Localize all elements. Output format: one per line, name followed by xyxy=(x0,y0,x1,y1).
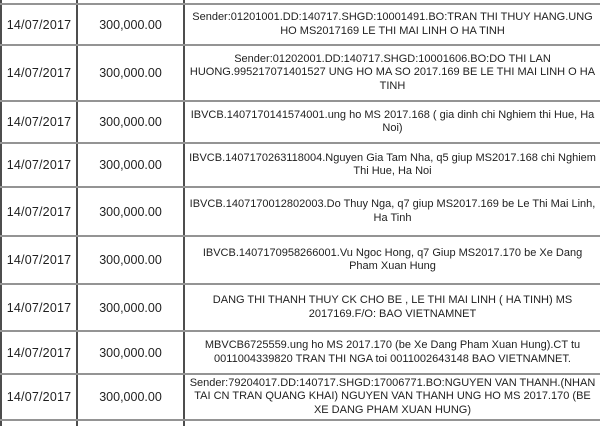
table-row xyxy=(1,236,600,284)
date-cell: 14/07/2017 xyxy=(1,101,77,143)
date-cell: 14/07/2017 xyxy=(1,331,77,374)
amount-cell: 300,000.00 xyxy=(77,236,184,284)
amount-cell: 300,000.00 xyxy=(77,143,184,187)
date-cell: 14/07/2017 xyxy=(1,236,77,284)
table-row xyxy=(1,45,600,101)
description-cell: IBVCB.1407170958266001.Vu Ngoc Hong, q7 Giup MS2017.170 be Xe Dang Pham Xuan Hung xyxy=(184,236,600,284)
table-row xyxy=(1,284,600,331)
table-row xyxy=(1,4,600,45)
amount-cell: 300,000.00 xyxy=(77,45,184,101)
description-cell: IBVCB.1407170012802003.Do Thuy Nga, q7 giup MS2017.169 be Le Thi Mai Linh, Ha Tinh xyxy=(184,187,600,236)
amount-cell: 300,000.00 xyxy=(77,374,184,420)
date-cell: 14/07/2017 xyxy=(1,374,77,420)
amount-cell: 300,000.00 xyxy=(77,101,184,143)
date-cell: 14/07/2017 xyxy=(1,143,77,187)
description-cell: IBVCB.1407170141574001.ung ho MS 2017.168 ( gia dinh chi Nghiem thi Hue, Ha Noi) xyxy=(184,101,600,143)
date-cell: 14/07/2017 xyxy=(1,187,77,236)
amount-cell: 300,000.00 xyxy=(77,331,184,374)
table-row xyxy=(1,187,600,236)
amount-cell: 300,000.00 xyxy=(77,284,184,331)
table-row xyxy=(1,331,600,374)
table-row xyxy=(1,101,600,143)
date-cell: 14/07/2017 xyxy=(1,45,77,101)
description-cell: IBVCB.1407170263118004.Nguyen Gia Tam Nha, q5 giup MS2017.168 chi Nghiem Thi Hue, Ha Noi xyxy=(184,143,600,187)
empty-cell xyxy=(77,420,184,426)
description-cell: Sender:01201001.DD:140717.SHGD:10001491.BO:TRAN THI THUY HANG.UNG HO MS2017169 LE THI MAI LINH O HA TINH xyxy=(184,4,600,45)
empty-cell xyxy=(1,420,77,426)
date-cell: 14/07/2017 xyxy=(1,4,77,45)
amount-cell: 300,000.00 xyxy=(77,187,184,236)
date-cell: 14/07/2017 xyxy=(1,284,77,331)
table-row xyxy=(1,374,600,420)
partial-row-bottom xyxy=(1,420,600,426)
description-cell: DANG THI THANH THUY CK CHO BE , LE THI MAI LINH ( HA TINH) MS 2017169.F/O: BAO VIETNAMNET xyxy=(184,284,600,331)
amount-cell: 300,000.00 xyxy=(77,4,184,45)
description-cell: MBVCB6725559.ung ho MS 2017.170 (be Xe Dang Pham Xuan Hung).CT tu 0011004339820 TRAN THI NGA toi 0011002643148 BAO VIETNAMNET. xyxy=(184,331,600,374)
transactions-table-body xyxy=(1,0,600,426)
description-cell: Sender:01202001.DD:140717.SHGD:10001606.BO:DO THI LAN HUONG.995217071401527 UNG HO MA SO 2017.169 BE LE THI MAI LINH O HA TINH xyxy=(184,45,600,101)
table-row xyxy=(1,143,600,187)
description-cell: Sender:79204017.DD:140717.SHGD:17006771.BO:NGUYEN VAN THANH.(NHAN TAI CN TRAN QUANG KHAI) NGUYEN VAN THANH UNG HO MS 2017.170 (BE XE DANG PHAM XUAN HUNG) xyxy=(184,374,600,420)
empty-cell xyxy=(184,420,600,426)
